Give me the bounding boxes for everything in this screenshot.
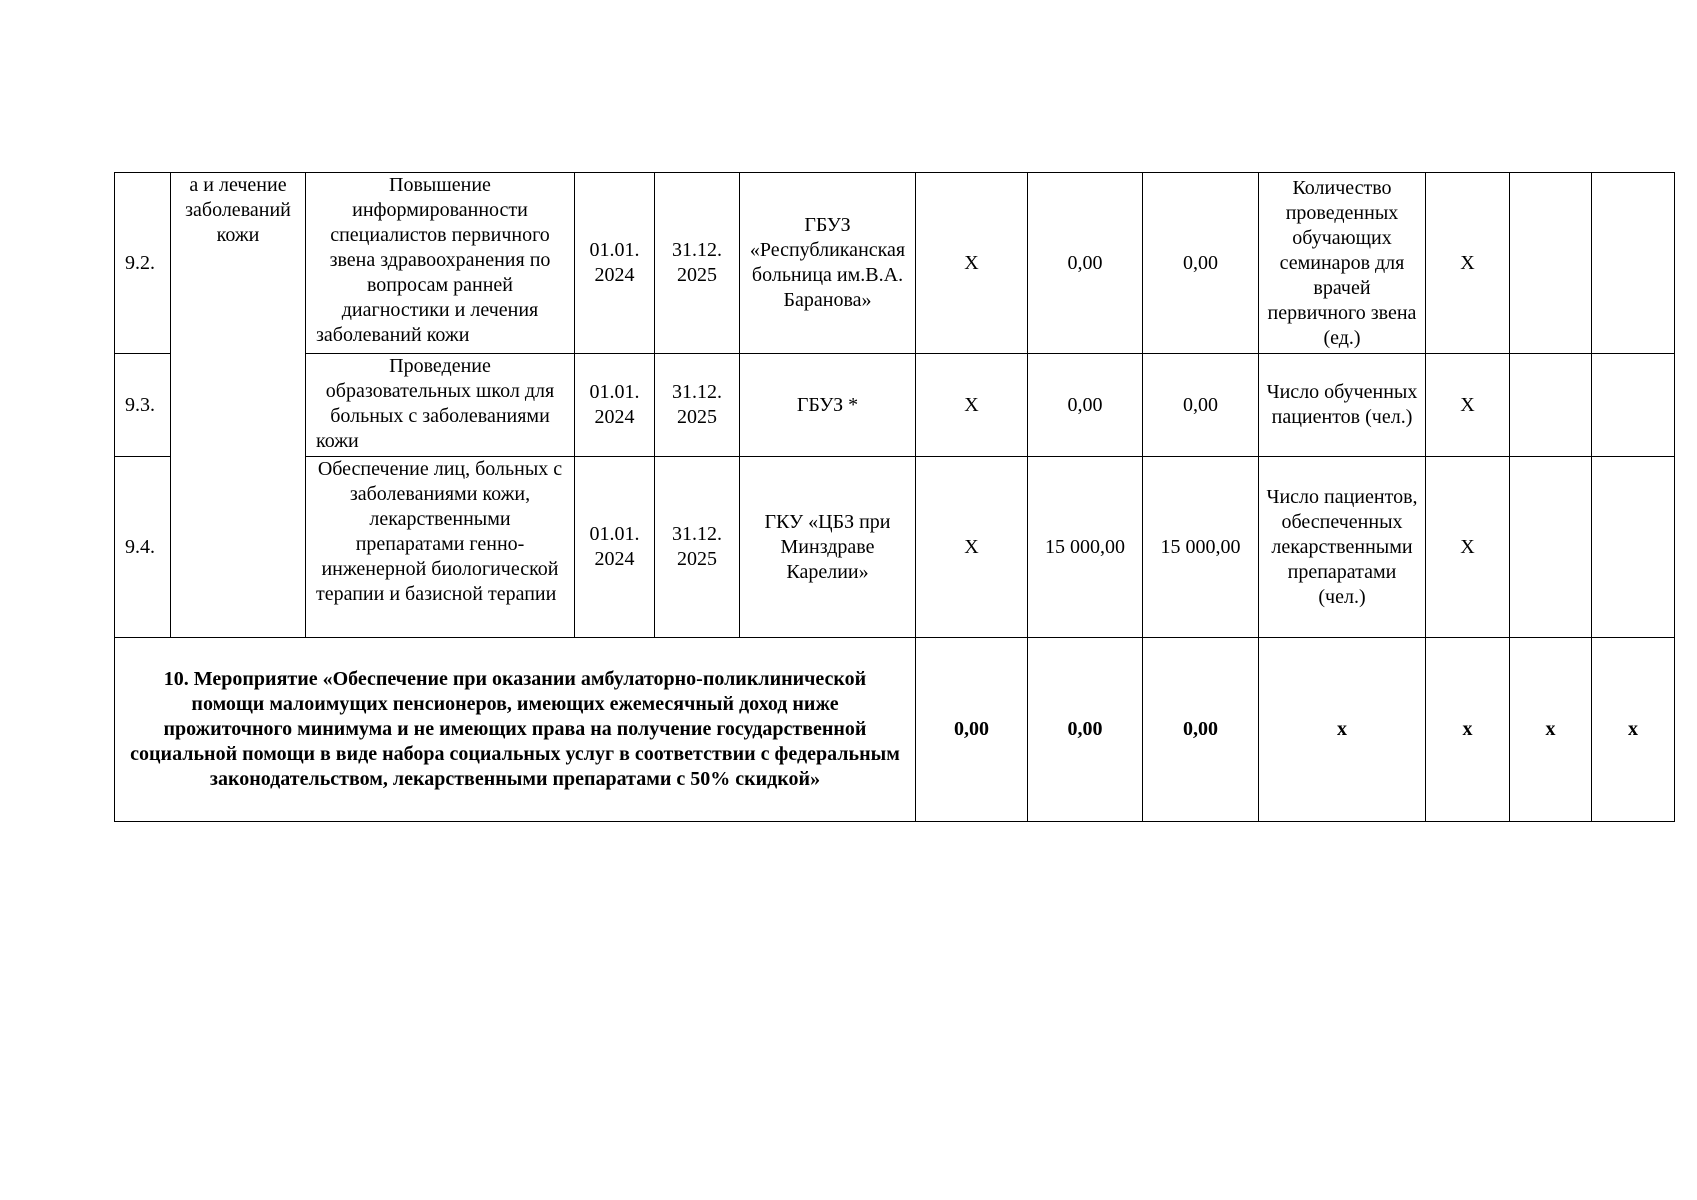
end-date: 31.12. 2025 <box>655 354 740 457</box>
x-cell: X <box>916 457 1028 638</box>
empty-cell <box>1510 354 1592 457</box>
amount-cell: 0,00 <box>1143 354 1259 457</box>
x-cell: X <box>916 173 1028 354</box>
end-date: 31.12. 2025 <box>655 173 740 354</box>
x-cell: X <box>1426 457 1510 638</box>
table-row <box>115 173 1675 354</box>
x-cell: X <box>916 354 1028 457</box>
indicator-cell: Число обученных пациентов (чел.) <box>1259 354 1426 457</box>
total-amount: 0,00 <box>916 638 1028 822</box>
indicator-cell: Число пациентов, обеспеченных лекарственными препаратами (чел.) <box>1259 457 1426 638</box>
empty-cell <box>1592 354 1675 457</box>
x-cell: x <box>1259 638 1426 822</box>
amount-cell: 0,00 <box>1143 173 1259 354</box>
action-cell: Повышение информированности специалистов первичного звена здравоохранения по вопросам ранней диагностики и лечения заболеваний кожи <box>306 173 575 354</box>
amount-cell: 15 000,00 <box>1028 457 1143 638</box>
program-table <box>114 172 1675 822</box>
start-date: 01.01. 2024 <box>575 457 655 638</box>
total-row <box>115 638 1675 822</box>
empty-cell <box>1592 457 1675 638</box>
amount-cell: 0,00 <box>1028 354 1143 457</box>
executor-cell: ГБУЗ «Республиканская больница им.В.А. Баранова» <box>740 173 916 354</box>
table-row <box>115 457 1675 638</box>
start-date: 01.01. 2024 <box>575 173 655 354</box>
row-number: 9.3. <box>115 354 171 457</box>
amount-cell: 0,00 <box>1028 173 1143 354</box>
total-amount: 0,00 <box>1028 638 1143 822</box>
x-cell: x <box>1510 638 1592 822</box>
row-number: 9.4. <box>115 457 171 638</box>
group-label: а и лечение заболеваний кожи <box>171 173 306 638</box>
x-cell: X <box>1426 173 1510 354</box>
action-cell: Проведение образовательных школ для больных с заболеваниями кожи <box>306 354 575 457</box>
empty-cell <box>1510 173 1592 354</box>
x-cell: x <box>1592 638 1675 822</box>
start-date: 01.01. 2024 <box>575 354 655 457</box>
action-cell: Обеспечение лиц, больных с заболеваниями кожи, лекарственными препаратами генно-инженерной биологической терапии и базисной терапии <box>306 457 575 638</box>
x-cell: x <box>1426 638 1510 822</box>
executor-cell: ГБУЗ * <box>740 354 916 457</box>
total-label: 10. Мероприятие «Обеспечение при оказании амбулаторно-поликлинической помощи малоимущих пенсионеров, имеющих ежемесячный доход ниже прожиточного минимума и не имеющих права на получение государственной социальной помощи в виде набора социальных услуг в соответствии с федеральным законодательством, лекарственными препаратами с 50% скидкой» <box>115 638 916 822</box>
table-row <box>115 354 1675 457</box>
indicator-cell: Количество проведенных обучающих семинаров для врачей первичного звена (ед.) <box>1259 173 1426 354</box>
x-cell: X <box>1426 354 1510 457</box>
row-number: 9.2. <box>115 173 171 354</box>
empty-cell <box>1592 173 1675 354</box>
empty-cell <box>1510 457 1592 638</box>
amount-cell: 15 000,00 <box>1143 457 1259 638</box>
executor-cell: ГКУ «ЦБЗ при Минздраве Карелии» <box>740 457 916 638</box>
total-amount: 0,00 <box>1143 638 1259 822</box>
end-date: 31.12. 2025 <box>655 457 740 638</box>
